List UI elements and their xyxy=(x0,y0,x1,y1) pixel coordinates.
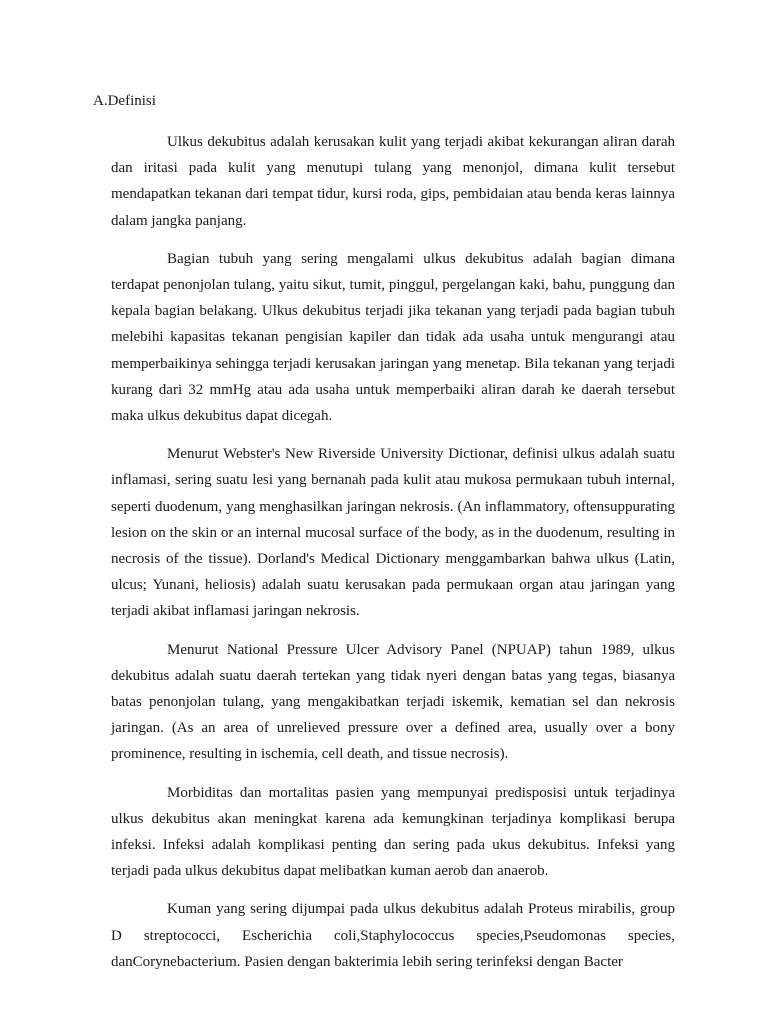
paragraph-definition: Ulkus dekubitus adalah kerusakan kulit yang terjadi akibat kekurangan aliran darah dan iritasi pada kulit yang menutupi tulang yang menonjol, dimana kulit tersebut mendapatkan tekanan dari tempat tidur, kursi roda, gips, pembidaian atau benda keras lainnya dalam jangka panjang. xyxy=(111,134,675,229)
paragraph-webster-definition: Menurut Webster's New Riverside University Dictionar, definisi ulkus adalah suatu inflamasi, sering suatu lesi yang bernanah pada kulit atau mukosa permukaan tubuh internal, seperti duodenum, yang menghasilkan jaringan nekrosis. (An inflammatory, oftensuppurating lesion on the skin or an internal mucosal surface of the body, as in the duodenum, resulting in necrosis of the tissue). Dorland's Medical Dictionary menggambarkan bahwa ulkus (Latin, ulcus; Yunani, heliosis) adalah suatu kerusakan pada permukaan organ atau jaringan yang terjadi akibat inflamasi jaringan nekrosis. xyxy=(111,446,675,620)
paragraph-body-parts: Bagian tubuh yang sering mengalami ulkus dekubitus adalah bagian dimana terdapat penonjolan tulang, yaitu sikut, tumit, pinggul, pergelangan kaki, bahu, punggung dan kepala bagian belakang. Ulkus dekubitus terjadi jika tekanan yang terjadi pada bagian tubuh melebihi kapasitas tekanan pengisian kapiler dan tidak ada usaha untuk mengurangi atau memperbaikinya sehingga terjadi kerusakan jaringan yang menetap. Bila tekanan yang terjadi kurang dari 32 mmHg atau ada usaha untuk memperbaiki aliran darah ke daerah tersebut maka ulkus dekubitus dapat dicegah. xyxy=(111,250,675,425)
paragraph-morbidity: Morbiditas dan mortalitas pasien yang mempunyai predisposisi untuk terjadinya ulkus dekubitus akan meningkat karena ada kemungkinan terjadinya komplikasi berupa infeksi. Infeksi adalah komplikasi penting dan sering pada ukus dekubitus. Infeksi yang terjadi pada ulkus dekubitus dapat melibatkan kuman aerob dan anaerob. xyxy=(111,784,675,880)
paragraph-bacteria: Kuman yang sering dijumpai pada ulkus dekubitus adalah Proteus mirabilis, group D streptococci, Escherichia coli,Staphylococcus species,Pseudomonas species, danCorynebacterium. Pasien dengan bakterimia lebih sering terinfeksi dengan Bacter xyxy=(111,901,675,970)
paragraph-npuap-definition: Menurut National Pressure Ulcer Advisory Panel (NPUAP) tahun 1989, ulkus dekubitus adalah suatu daerah tertekan yang tidak nyeri dengan batas yang tegas, biasanya batas penonjolan tulang, yang mengakibatkan terjadi iskemik, kematian sel dan nekrosis jaringan. (As an area of unrelieved pressure over a defined area, usually over a bony prominence, resulting in ischemia, cell death, and tissue necrosis). xyxy=(111,641,675,763)
document-body xyxy=(111,129,675,987)
section-heading: A.Definisi xyxy=(93,93,156,109)
